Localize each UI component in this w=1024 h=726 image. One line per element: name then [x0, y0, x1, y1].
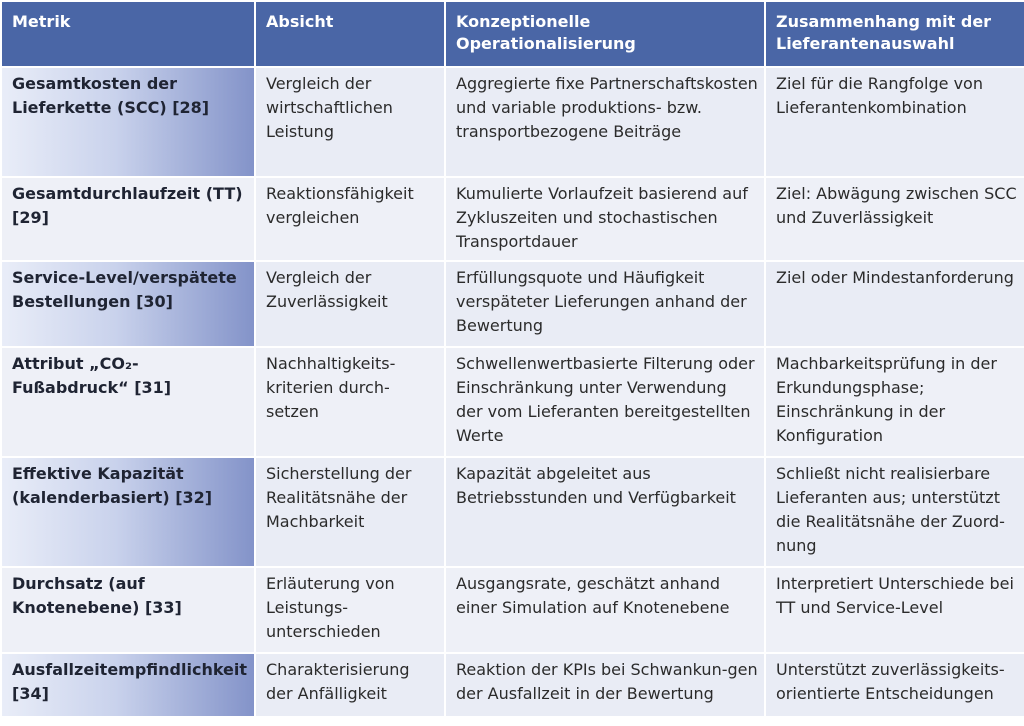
operationalization-cell: Aggregierte fixe Partnerschaftskosten und variable produktions- bzw. transportbezogene Beiträge: [446, 68, 764, 176]
operationalization-cell: Kapazität abgeleitet aus Betriebsstunden und Verfügbarkeit: [446, 458, 764, 566]
intent-cell: Nachhaltigkeits-kriterien durch-setzen: [256, 348, 444, 456]
operationalization-cell: Erfüllungsquote und Häufigkeit verspäteter Lieferungen anhand der Bewertung: [446, 262, 764, 346]
table-row: [2, 262, 1024, 346]
relation-cell: Interpretiert Unterschiede bei TT und Service-Level: [766, 568, 1024, 652]
relation-cell: Ziel: Abwägung zwischen SCC und Zuverlässigkeit: [766, 178, 1024, 260]
relation-cell: Ziel oder Mindestanforderung: [766, 262, 1024, 346]
metric-cell: Service-Level/verspätete Bestellungen [30]: [2, 262, 254, 346]
intent-cell: Reaktionsfähigkeit vergleichen: [256, 178, 444, 260]
metric-cell: Gesamtkosten der Lieferkette (SCC) [28]: [2, 68, 254, 176]
relation-cell: Machbarkeitsprüfung in der Erkundungsphase; Einschränkung in der Konfiguration: [766, 348, 1024, 456]
relation-cell: Unterstützt zuverlässigkeits-orientierte Entscheidungen: [766, 654, 1024, 716]
metric-cell: Durchsatz (auf Knotenebene) [33]: [2, 568, 254, 652]
metric-cell: Effektive Kapazität (kalenderbasiert) [32]: [2, 458, 254, 566]
intent-cell: Erläuterung von Leistungs-unterschieden: [256, 568, 444, 652]
operationalization-cell: Kumulierte Vorlaufzeit basierend auf Zykluszeiten und stochastischen Transportdauer: [446, 178, 764, 260]
table-row: [2, 178, 1024, 260]
operationalization-cell: Schwellenwertbasierte Filterung oder Einschränkung unter Verwendung der vom Lieferanten bereitgestellten Werte: [446, 348, 764, 456]
intent-cell: Vergleich der Zuverlässigkeit: [256, 262, 444, 346]
table-row: [2, 348, 1024, 456]
intent-cell: Sicherstellung der Realitätsnähe der Machbarkeit: [256, 458, 444, 566]
intent-cell: Charakterisierung der Anfälligkeit: [256, 654, 444, 716]
table-row: [2, 568, 1024, 652]
table-header-row: [2, 2, 1024, 66]
relation-cell: Schließt nicht realisierbare Lieferanten aus; unterstützt die Realitätsnähe der Zuord-nung: [766, 458, 1024, 566]
table-row: [2, 654, 1024, 716]
header-metric: Metrik: [2, 2, 254, 66]
table-row: [2, 68, 1024, 176]
metric-cell: Attribut „CO₂-Fußabdruck“ [31]: [2, 348, 254, 456]
table-row: [2, 458, 1024, 566]
operationalization-cell: Ausgangsrate, geschätzt anhand einer Simulation auf Knotenebene: [446, 568, 764, 652]
header-relation: Zusammenhang mit der Lieferantenauswahl: [766, 2, 1024, 66]
metric-cell: Ausfallzeitempfindlichkeit [34]: [2, 654, 254, 716]
header-intent: Absicht: [256, 2, 444, 66]
header-operationalization: Konzeptionelle Operationalisierung: [446, 2, 764, 66]
relation-cell: Ziel für die Rangfolge von Lieferantenkombination: [766, 68, 1024, 176]
metric-cell: Gesamtdurchlaufzeit (TT) [29]: [2, 178, 254, 260]
operationalization-cell: Reaktion der KPIs bei Schwankun-gen der Ausfallzeit in der Bewertung: [446, 654, 764, 716]
intent-cell: Vergleich der wirtschaftlichen Leistung: [256, 68, 444, 176]
